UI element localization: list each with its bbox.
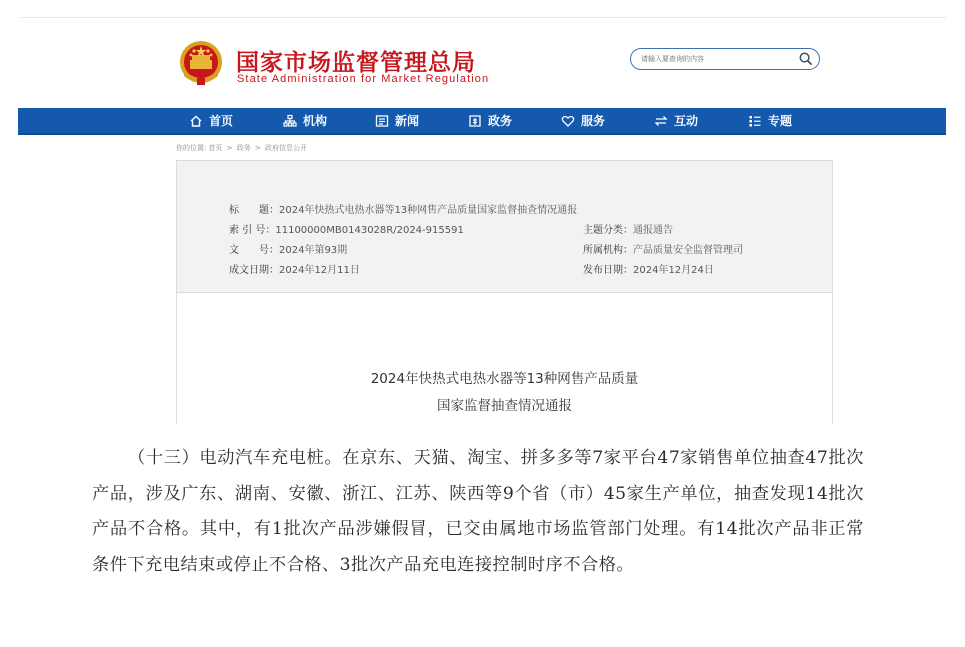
home-icon <box>189 114 203 128</box>
meta-agency-label: 所属机构： <box>583 245 633 256</box>
meta-index-value: 11100000MB0143028R/2024-915591 <box>275 225 464 236</box>
search-input[interactable] <box>641 52 791 66</box>
breadcrumb-home[interactable]: 首页 <box>208 144 223 152</box>
document-panel <box>176 160 833 424</box>
main-nav <box>18 108 946 135</box>
nav-label: 专题 <box>768 114 793 128</box>
nav-item-home[interactable] <box>189 108 233 133</box>
exchange-icon <box>654 114 668 128</box>
document-title-line2: 国家监督抽查情况通报 <box>437 398 572 414</box>
nav-label: 互动 <box>674 114 699 128</box>
list-icon <box>748 114 762 128</box>
national-emblem-icon[interactable] <box>178 40 224 86</box>
site-title-en[interactable]: State Administration for Market Regulation <box>237 73 490 85</box>
breadcrumb-separator: > <box>226 144 233 152</box>
site-title-cn[interactable]: 国家市场监督管理总局 <box>236 49 476 76</box>
nav-item-org[interactable] <box>283 108 327 133</box>
breadcrumb-prefix: 你的位置: <box>176 144 207 152</box>
meta-created <box>229 261 360 276</box>
meta-category-label: 主题分类： <box>583 225 633 236</box>
nav-label: 机构 <box>303 114 328 128</box>
top-divider <box>20 17 946 18</box>
news-icon <box>375 114 389 128</box>
meta-index-label: 索 引 号： <box>229 225 276 236</box>
nav-item-topics[interactable] <box>748 108 792 133</box>
nav-label: 首页 <box>209 114 234 128</box>
meta-published-label: 发布日期： <box>583 265 633 276</box>
meta-index <box>229 221 464 236</box>
nav-item-news[interactable] <box>375 108 419 133</box>
meta-category-value: 通报通告 <box>633 225 673 236</box>
meta-title-label: 标 题： <box>229 205 279 216</box>
breadcrumb-government[interactable]: 政务 <box>236 144 251 152</box>
nav-label: 政务 <box>488 114 513 128</box>
meta-published-value: 2024年12月24日 <box>633 265 714 276</box>
nav-label: 新闻 <box>395 114 420 128</box>
breadcrumb <box>176 143 309 153</box>
nav-item-service[interactable] <box>561 108 605 133</box>
meta-title-value: 2024年快热式电热水器等13种网售产品质量国家监督抽查情况通报 <box>279 205 578 216</box>
meta-created-label: 成文日期： <box>229 265 279 276</box>
breadcrumb-separator: > <box>254 144 261 152</box>
article-paragraph: （十三）电动汽车充电桩。在京东、天猫、淘宝、拼多多等7家平台47家销售单位抽查47批次产品，涉及广东、湖南、安徽、浙江、江苏、陕西等9个省（市）45家生产单位，抽查发现14批次产品不合格。其中，有1批次产品涉嫌假冒，已交由属地市场监管部门处理。有14批次产品非正常条件下充电结束或停止不合格、3批次产品充电连接控制时序不合格。 <box>92 448 864 575</box>
document-title-line1: 2024年快热式电热水器等13种网售产品质量 <box>370 371 639 387</box>
org-chart-icon <box>283 114 297 128</box>
breadcrumb-info-disclosure[interactable]: 政府信息公开 <box>265 144 308 152</box>
meta-docno-value: 2024年第93期 <box>279 245 348 256</box>
meta-category <box>583 221 673 236</box>
meta-title <box>229 201 577 216</box>
government-icon <box>468 114 482 128</box>
search-icon[interactable] <box>798 51 813 66</box>
document-title <box>177 366 832 420</box>
meta-agency-value: 产品质量安全监督管理司 <box>633 245 743 256</box>
meta-published <box>583 261 714 276</box>
document-meta <box>177 160 832 293</box>
nav-item-interact[interactable] <box>654 108 698 133</box>
nav-item-government[interactable] <box>468 108 512 133</box>
search-box[interactable] <box>630 48 820 70</box>
meta-docno-label: 文 号： <box>229 245 279 256</box>
meta-docno <box>229 241 347 256</box>
nav-label: 服务 <box>581 114 606 128</box>
heart-icon <box>561 114 575 128</box>
meta-agency <box>583 241 743 256</box>
meta-created-value: 2024年12月11日 <box>279 265 360 276</box>
